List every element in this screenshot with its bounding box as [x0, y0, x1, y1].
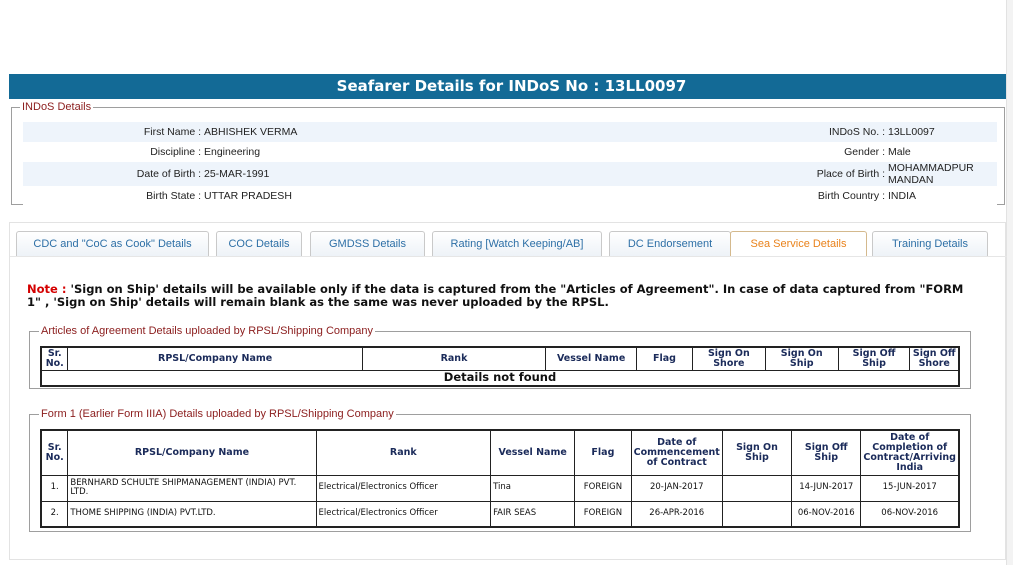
- sign-on-note: [27, 283, 973, 309]
- tab-dc-endorsement[interactable]: DC Endorsement: [609, 231, 731, 257]
- sign-off-ship-cell: 14-JUN-2017: [792, 475, 861, 501]
- col-sign-off-shore: Sign Off Shore: [910, 347, 959, 370]
- form1-section: [29, 408, 971, 532]
- indos-no-value: 13LL0097: [888, 122, 997, 142]
- flag-cell: FOREIGN: [575, 501, 631, 527]
- aoa-header-row: [41, 347, 959, 370]
- col-sr-no: Sr. No.: [41, 430, 68, 475]
- col-sign-on-shore: Sign On Shore: [692, 347, 765, 370]
- sign-on-ship-cell: [722, 501, 791, 527]
- tab-sea-service-details[interactable]: Sea Service Details: [730, 231, 867, 257]
- completion-cell: 06-NOV-2016: [861, 501, 959, 527]
- table-row: [41, 475, 959, 501]
- sign-off-ship-cell: 06-NOV-2016: [792, 501, 861, 527]
- col-completion-date: Date of Completion of Contract/Arriving India: [861, 430, 959, 475]
- birth-country-label: Birth Country :: [614, 186, 888, 206]
- aoa-table: [40, 346, 960, 387]
- birth-state-value: UTTAR PRADESH: [204, 186, 614, 206]
- rank-cell: Electrical/Electronics Officer: [316, 475, 491, 501]
- col-sign-on-ship: Sign On Ship: [722, 430, 791, 475]
- commencement-cell: 20-JAN-2017: [631, 475, 722, 501]
- articles-of-agreement-section: [29, 325, 971, 389]
- place-of-birth-label: Place of Birth :: [614, 162, 888, 186]
- discipline-value: Engineering: [204, 142, 614, 162]
- col-rank: Rank: [362, 347, 545, 370]
- indos-details-table: [23, 122, 997, 206]
- sr-no-cell: 2.: [41, 501, 68, 527]
- tab-coc-details[interactable]: COC Details: [216, 231, 302, 257]
- indos-row: [23, 186, 997, 206]
- vessel-cell: FAIR SEAS: [491, 501, 575, 527]
- vessel-cell: Tina: [491, 475, 575, 501]
- col-vessel-name: Vessel Name: [491, 430, 575, 475]
- aoa-empty-row: [41, 370, 959, 386]
- first-name-value: ABHISHEK VERMA: [204, 122, 614, 142]
- gender-label: Gender :: [614, 142, 888, 162]
- form1-header-row: [41, 430, 959, 475]
- completion-cell: 15-JUN-2017: [861, 475, 959, 501]
- birth-country-value: INDIA: [888, 186, 997, 206]
- company-cell: BERNHARD SCHULTE SHIPMANAGEMENT (INDIA) PVT. LTD.: [68, 475, 316, 501]
- aoa-legend: Articles of Agreement Details uploaded by RPSL/Shipping Company: [41, 325, 374, 337]
- details-tab-panel: [9, 222, 1006, 560]
- col-company-name: RPSL/Company Name: [68, 430, 316, 475]
- tab-rating-watch-keeping[interactable]: Rating [Watch Keeping/AB]: [432, 231, 602, 257]
- first-name-label: First Name :: [23, 122, 204, 142]
- indos-details-section: [11, 101, 1005, 205]
- col-company-name: RPSL/Company Name: [68, 347, 362, 370]
- form1-legend: Form 1 (Earlier Form IIIA) Details uploaded by RPSL/Shipping Company: [41, 408, 394, 420]
- form1-table: [40, 429, 960, 528]
- commencement-cell: 26-APR-2016: [631, 501, 722, 527]
- col-sign-on-ship: Sign On Ship: [765, 347, 838, 370]
- dob-label: Date of Birth :: [23, 162, 204, 186]
- note-text: 'Sign on Ship' details will be available only if the data is captured from the "Articles of Agreement". In case of data captured from "FORM 1" , 'Sign on Ship' details will remain blank as the same was never uploaded by the RPSL.: [27, 282, 964, 309]
- note-label: Note :: [27, 282, 67, 296]
- col-sr-no: Sr. No.: [41, 347, 68, 370]
- tab-cdc-coc-cook[interactable]: CDC and "CoC as Cook" Details: [16, 231, 209, 257]
- indos-details-legend: INDoS Details: [22, 101, 92, 113]
- indos-no-label: INDoS No. :: [614, 122, 888, 142]
- indos-row: [23, 142, 997, 162]
- sign-on-ship-cell: [722, 475, 791, 501]
- col-rank: Rank: [316, 430, 491, 475]
- gender-value: Male: [888, 142, 997, 162]
- indos-row: [23, 162, 997, 186]
- company-cell: THOME SHIPPING (INDIA) PVT.LTD.: [68, 501, 316, 527]
- sr-no-cell: 1.: [41, 475, 68, 501]
- discipline-label: Discipline :: [23, 142, 204, 162]
- flag-cell: FOREIGN: [575, 475, 631, 501]
- col-flag: Flag: [637, 347, 693, 370]
- tab-divider: [10, 256, 1007, 257]
- col-sign-off-ship: Sign Off Ship: [792, 430, 861, 475]
- col-flag: Flag: [575, 430, 631, 475]
- rank-cell: Electrical/Electronics Officer: [316, 501, 491, 527]
- col-sign-off-ship: Sign Off Ship: [838, 347, 910, 370]
- scrollbar-edge[interactable]: [1006, 0, 1013, 565]
- table-row: [41, 501, 959, 527]
- col-commencement-date: Date of Commencement of Contract: [631, 430, 722, 475]
- page-title: Seafarer Details for INDoS No : 13LL0097: [336, 77, 687, 95]
- page-title-bar: [9, 74, 1006, 99]
- place-of-birth-value: MOHAMMADPUR MANDAN: [888, 162, 997, 186]
- tab-training-details[interactable]: Training Details: [872, 231, 988, 257]
- col-vessel-name: Vessel Name: [546, 347, 637, 370]
- dob-value: 25-MAR-1991: [204, 162, 614, 186]
- birth-state-label: Birth State :: [23, 186, 204, 206]
- indos-row: [23, 122, 997, 142]
- tab-gmdss-details[interactable]: GMDSS Details: [310, 231, 425, 257]
- details-not-found: Details not found: [41, 370, 959, 386]
